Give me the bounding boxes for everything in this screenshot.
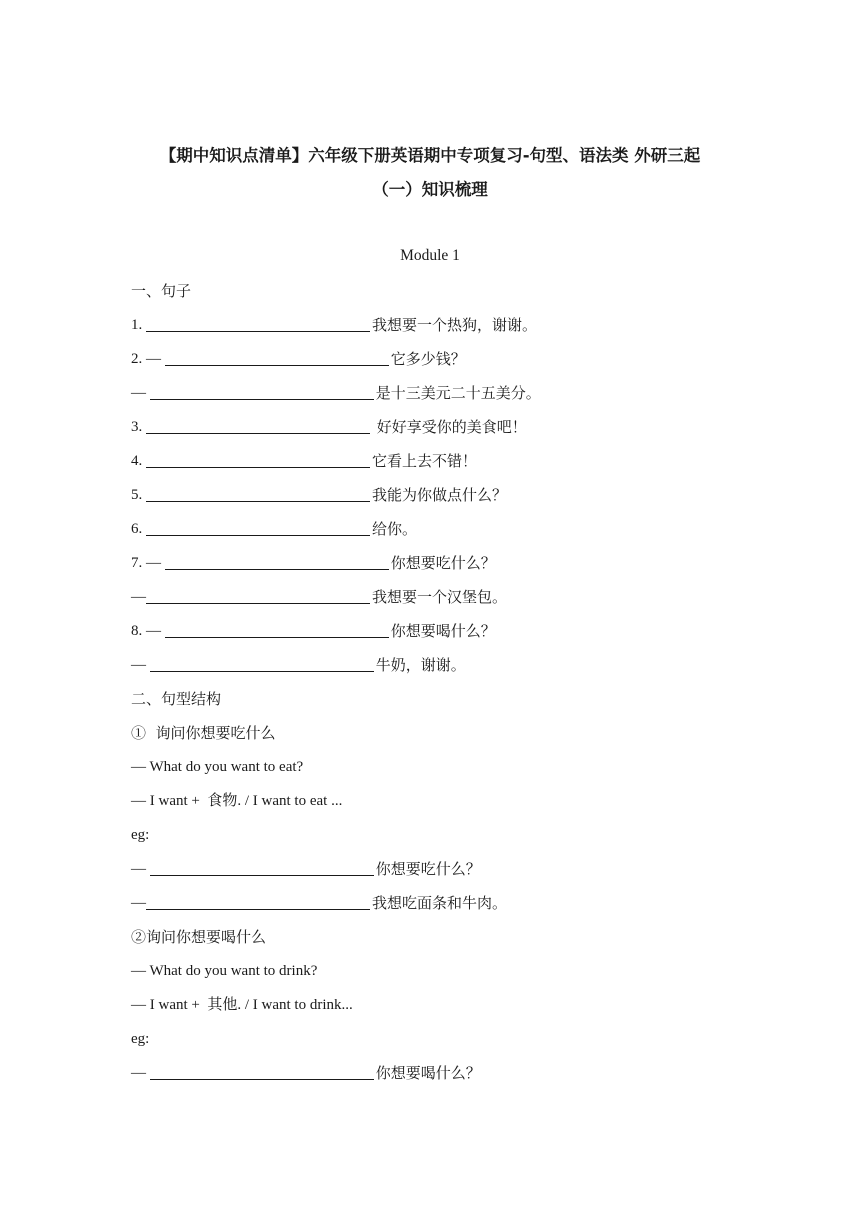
example-item: — 你想要吃什么？ [131,860,481,878]
sentence-item: 5. 我能为你做点什么？ [131,486,508,504]
answer-blank[interactable] [165,349,389,366]
sentence-item: 2. — 它多少钱？ [131,350,466,368]
pattern-answer: — I want + 其他. / I want to drink... [131,997,353,1013]
sentence-item: — 是十三美元二十五美分。 [131,384,541,402]
subsection-heading-eat: ① 询问你想要吃什么 [131,724,276,742]
sentence-item: 1. 我想要一个热狗，谢谢。 [131,316,538,334]
example-label: eg: [131,827,150,843]
answer-blank[interactable] [165,621,389,638]
sentence-item: 6. 给你。 [131,520,418,538]
example-label: eg: [131,1031,150,1047]
answer-blank[interactable] [146,587,370,604]
module-heading: Module 1 [400,247,460,264]
pattern-question: — What do you want to drink? [131,963,318,979]
answer-blank[interactable] [146,315,370,332]
answer-blank[interactable] [165,553,389,570]
section-heading-structures: 二、句型结构 [131,690,222,708]
answer-blank[interactable] [146,519,370,536]
sentence-item: 3. 好好享受你的美食吧！ [131,418,527,436]
answer-blank[interactable] [150,383,374,400]
sentence-item: 4. 它看上去不错！ [131,452,478,470]
example-item: — 你想要喝什么？ [131,1064,481,1082]
answer-blank[interactable] [146,485,370,502]
worksheet-content [131,281,751,1097]
sentence-item: 7. — 你想要吃什么？ [131,554,496,572]
subsection-heading-drink: ②询问你想要喝什么 [131,928,267,946]
section-heading-sentences: 一、句子 [131,282,192,300]
answer-blank[interactable] [146,417,370,434]
answer-blank[interactable] [150,655,374,672]
document-title: 【期中知识点清单】六年级下册英语期中专项复习-句型、语法类 外研三起 [159,146,701,165]
pattern-answer: — I want + 食物. / I want to eat ... [131,793,343,809]
answer-blank[interactable] [150,859,374,876]
sentence-item: — 牛奶，谢谢。 [131,656,466,674]
sentence-item: 8. — 你想要喝什么？ [131,622,496,640]
example-item: — 我想吃面条和牛肉。 [131,894,508,912]
pattern-question: — What do you want to eat? [131,759,304,775]
answer-blank[interactable] [146,893,370,910]
document-subtitle: （一）知识梳理 [372,180,488,199]
sentence-item: — 我想要一个汉堡包。 [131,588,508,606]
answer-blank[interactable] [150,1063,374,1080]
answer-blank[interactable] [146,451,370,468]
